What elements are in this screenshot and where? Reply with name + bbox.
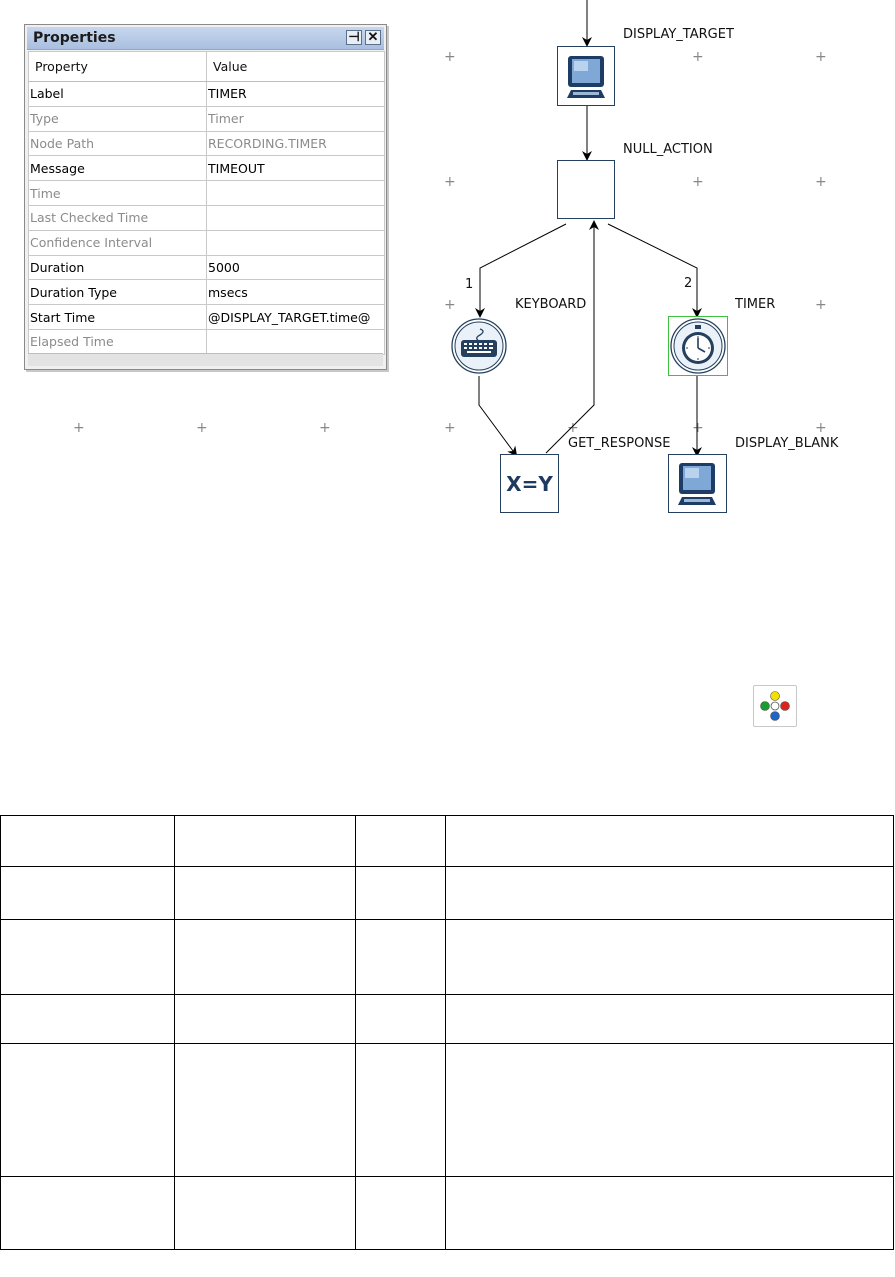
grid-marker: + — [73, 420, 85, 436]
edge-get-response-to-null-action — [546, 222, 594, 453]
table-cell — [446, 920, 894, 995]
table-cell — [175, 867, 356, 920]
property-name: Duration Type — [29, 280, 207, 305]
property-value: RECORDING.TIMER — [207, 131, 385, 156]
table-cell — [1, 816, 175, 867]
keyboard-icon — [450, 316, 508, 376]
grid-marker: + — [692, 420, 704, 436]
table-cell — [175, 920, 356, 995]
table-row — [1, 995, 894, 1044]
grid-marker: + — [444, 420, 456, 436]
null-action-label: NULL_ACTION — [623, 142, 713, 157]
timer-label: TIMER — [735, 297, 776, 312]
property-value: Timer — [207, 106, 385, 131]
timer-node[interactable] — [668, 316, 728, 376]
property-name: Elapsed Time — [29, 329, 207, 354]
table-cell — [356, 816, 446, 867]
table-cell — [446, 867, 894, 920]
palette-dot-bottom — [771, 712, 780, 721]
table-cell — [356, 995, 446, 1044]
diagram-edges — [0, 0, 895, 560]
color-dots-icon — [754, 686, 796, 726]
table-cell — [1, 1177, 175, 1250]
table-row — [1, 1044, 894, 1177]
stopwatch-icon — [669, 317, 727, 375]
palette-dot-top — [771, 692, 780, 701]
palette-dot-right — [781, 702, 790, 711]
grid-marker: + — [815, 297, 827, 313]
display-target-label: DISPLAY_TARGET — [623, 27, 734, 42]
property-name: Confidence Interval — [29, 230, 207, 255]
property-name: Start Time — [29, 305, 207, 330]
property-name: Node Path — [29, 131, 207, 156]
property-value[interactable]: TIMEOUT — [207, 156, 385, 181]
property-name: Label — [29, 82, 207, 107]
table-cell — [175, 1044, 356, 1177]
monitor-icon — [669, 455, 726, 512]
properties-title: Properties — [33, 30, 116, 46]
table-cell — [446, 995, 894, 1044]
table-cell — [1, 1044, 175, 1177]
property-column-header[interactable]: Property — [29, 52, 207, 82]
get-response-label: GET_RESPONSE — [568, 436, 671, 451]
property-value[interactable]: @DISPLAY_TARGET.time@ — [207, 305, 385, 330]
table-cell — [446, 1177, 894, 1250]
grid-marker: + — [444, 174, 456, 190]
grid-marker: + — [692, 174, 704, 190]
grid-marker: + — [815, 174, 827, 190]
palette-dot-center — [771, 702, 779, 710]
get-response-node[interactable] — [500, 454, 559, 513]
table-row — [1, 867, 894, 920]
edge-keyboard-to-get-response — [479, 376, 516, 455]
grid-marker: + — [444, 297, 456, 313]
palette-button[interactable] — [753, 685, 797, 727]
grid-marker: + — [567, 420, 579, 436]
monitor-icon — [558, 47, 614, 105]
grid-marker: + — [692, 49, 704, 65]
document-table — [0, 815, 894, 1250]
null-action-node[interactable] — [557, 160, 615, 219]
display-target-node[interactable] — [557, 46, 615, 106]
table-cell — [175, 816, 356, 867]
property-value[interactable]: msecs — [207, 280, 385, 305]
table-row — [1, 816, 894, 867]
display-blank-node[interactable] — [668, 454, 727, 513]
property-name: Message — [29, 156, 207, 181]
grid-marker: + — [196, 420, 208, 436]
edge-null-action-to-timer — [608, 224, 697, 316]
property-value[interactable]: 5000 — [207, 255, 385, 280]
property-name: Duration — [29, 255, 207, 280]
grid-marker: + — [815, 49, 827, 65]
grid-marker: + — [815, 420, 827, 436]
table-cell — [1, 867, 175, 920]
branch-label-1: 1 — [465, 277, 474, 292]
value-column-header[interactable]: Value — [207, 52, 385, 82]
table-cell — [356, 920, 446, 995]
keyboard-label: KEYBOARD — [515, 297, 587, 312]
table-cell — [446, 1044, 894, 1177]
keyboard-node[interactable] — [450, 316, 508, 376]
property-value[interactable]: TIMER — [207, 82, 385, 107]
grid-marker: + — [319, 420, 331, 436]
table-cell — [356, 1177, 446, 1250]
table-cell — [1, 920, 175, 995]
branch-label-2: 2 — [684, 276, 693, 291]
table-row — [1, 920, 894, 995]
pin-icon: ⊣ — [348, 29, 360, 44]
property-name: Last Checked Time — [29, 205, 207, 230]
get-response-text: X=Y — [506, 472, 553, 496]
table-cell — [356, 867, 446, 920]
grid-marker: + — [444, 49, 456, 65]
table-cell — [446, 816, 894, 867]
display-blank-label: DISPLAY_BLANK — [735, 436, 839, 451]
property-name: Type — [29, 106, 207, 131]
table-row — [1, 1177, 894, 1250]
property-name: Time — [29, 181, 207, 206]
close-icon: ✕ — [367, 29, 379, 44]
table-cell — [175, 1177, 356, 1250]
palette-dot-left — [761, 702, 770, 711]
table-cell — [356, 1044, 446, 1177]
table-cell — [1, 995, 175, 1044]
table-cell — [175, 995, 356, 1044]
